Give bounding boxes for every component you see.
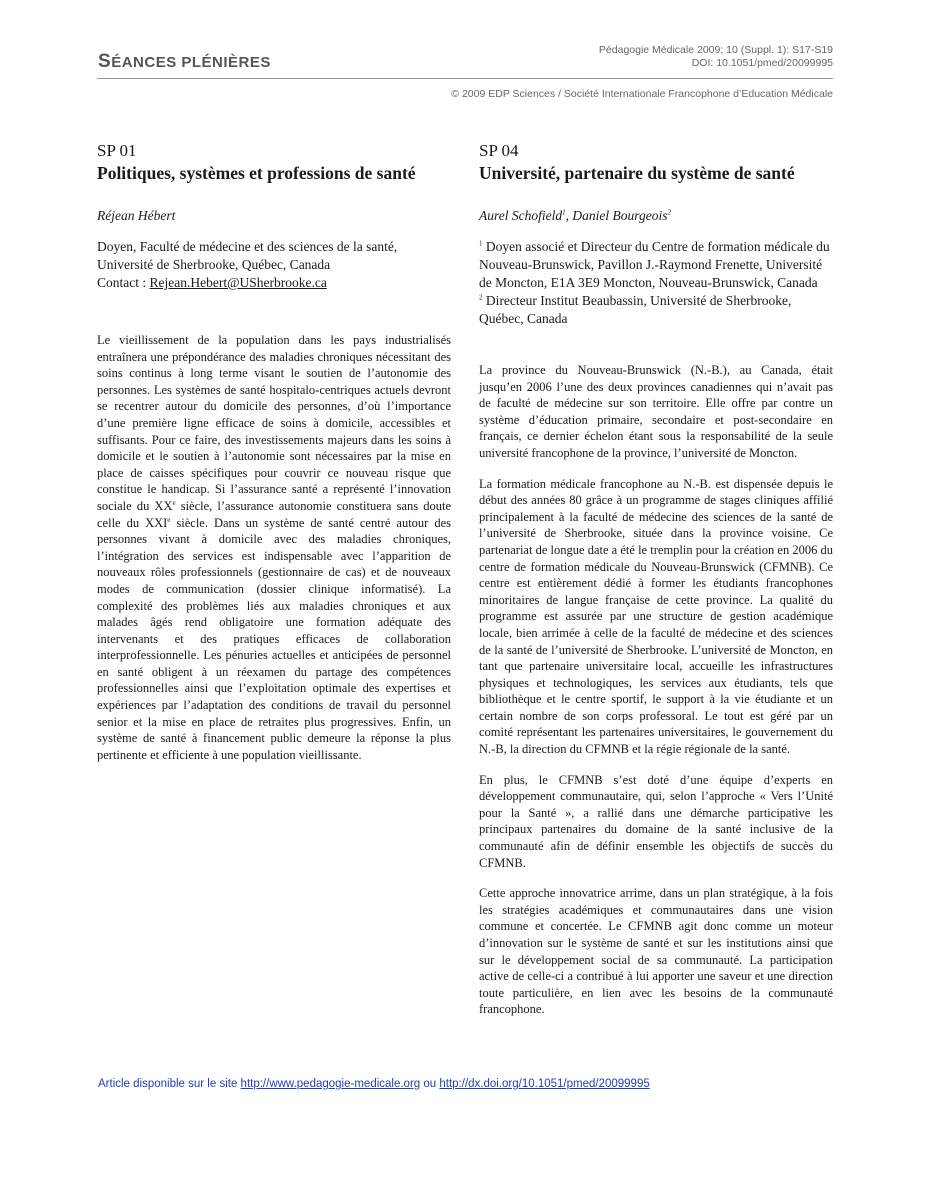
copyright: © 2009 EDP Sciences / Société Internationale Francophone d’Education Médicale bbox=[451, 88, 833, 100]
section-heading-initial: S bbox=[98, 51, 112, 72]
affiliation-line: Université de Sherbrooke, Québec, Canada bbox=[97, 257, 331, 272]
superscript: e bbox=[167, 515, 171, 524]
article-code: SP 01 bbox=[97, 141, 137, 160]
footer-availability: Article disponible sur le site http://www.pedagogie-medicale.org ou http://dx.doi.org/10.1051/pmed/20099995 bbox=[98, 1078, 650, 1090]
header-rule bbox=[97, 78, 833, 79]
journal-meta bbox=[599, 44, 833, 70]
article-body bbox=[97, 332, 451, 763]
superscript: e bbox=[172, 498, 176, 507]
doi-link[interactable]: http://dx.doi.org/10.1051/pmed/20099995 bbox=[439, 1078, 650, 1090]
journal-site-link[interactable]: http://www.pedagogie-medicale.org bbox=[240, 1078, 421, 1090]
section-heading-rest: ÉANCES PLÉNIÈRES bbox=[111, 54, 271, 71]
article-affiliations bbox=[479, 238, 833, 328]
article-body bbox=[479, 362, 833, 1018]
article-affiliation bbox=[97, 238, 451, 292]
body-paragraph: En plus, le CFMNB s’est doté d’une équipe d’experts en développement communautaire, qui, selon l’approche « Vers l’Unité pour la Santé », a rallié dans une démarche participative les principaux partenaires du domaine de la santé inclusive de la communauté afin de définir ensemble les objectifs de succès du CFMNB. bbox=[479, 772, 833, 870]
body-paragraph: Le vieillissement de la population dans les pays industrialisés entraînera une prépondérance des maladies chroniques nécessitant des soins continus à long terme visant le soutien de l’autonomie des personnes. Les systèmes de santé hospitalo-centriques actuels devront se recentrer autour du domicile des personnes, d’où l’importance d’une première ligne efficace de soins à domicile, accessibles et suffisants. Pour ce faire, des investissements majeurs dans les soins à domicile et le soutien à l’autonomie sont nécessaires par la mise en place de caisses spécifiques pour couvrir ce nouveau risque que constitue le handicap. Si l’assurance santé a représenté l’innovation sociale du XXe siècle, l’assurance autonomie constituera sans doute celle du XXIe siècle. Dans un système de santé centré autour des personnes vivant à domicile avec des maladies chroniques, l’intégration des services est indispensable avec l’apparition de nouveaux rôles professionnels (gestionnaire de cas) et de nouveaux modes de communication (dossier clinique informatisé). La complexité des problèmes liés aux maladies chroniques et aux malades âgés rend obligatoire une formation adéquate des intervenants et des pratiques efficaces de collaboration interprofessionnelle. Les pénuries actuelles et anticipées de personnel en santé obligent à un réexamen du partage des compétences professionnelles ainsi que l’exploitation optimale des expertises et expériences par l’adaptation des conditions de travail du personnel senior et la mise en place de retraites plus progressives. Enfin, un système de santé à financement public demeure la réponse la plus pertinente et efficiente à une population vieillissante. bbox=[97, 333, 452, 762]
body-paragraph: La formation médicale francophone au N.-B. est dispensée depuis le début des années 80 grâce à un programme de stages cliniques affilié principalement à la faculté de médecine des sciences de la santé de l’université de Sherbrooke, située dans la province voisine. Ce partenariat de longue date a été le tremplin pour la création en 2006 du centre de formation médicale du Nouveau-Brunswick (CFMNB). Ce centre est entièrement dédié à former les étudiants francophones minoritaires de langue française de cette province. La qualité du programme est assurée par une structure de gestion académique locale, bien arrimée à celle de la faculté de médecine et des sciences de la santé de l’université de Sherbrooke. L’université de Moncton, en tant que partenaire universitaire local, accueille les infrastructures physiques et technologiques, les services aux étudiants, tels que bibliothèque et le centre sportif, le support à la vie étudiante et un certain nombre de son corps professoral. Le tout est géré par un comité représentant les partenaires universitaires, le gouvernement du N.-B, la direction du CFMNB et la régie régionale de la santé. bbox=[479, 476, 833, 757]
article-title: Université, partenaire du système de santé bbox=[479, 163, 795, 183]
journal-citation: Pédagogie Médicale 2009; 10 (Suppl. 1): S17-S19 bbox=[598, 44, 833, 56]
body-paragraph: Cette approche innovatrice arrime, dans un plan stratégique, à la fois les stratégies académiques et communautaires dans une vision commune et concertée. Le CFMNB agit donc comme un moteur d’innovation sur le système de santé et sur les institutions ainsi que sur le développement social de sa communauté. La participation active de celle-ci a contribué à lui apporter une saveur et une direction toute particulière, en lien avec les besoins de la communauté francophone. bbox=[479, 886, 833, 1017]
affiliation-line: $^1$ Doyen associé et Directeur du Centre de formation médicale du Nouveau-Brunswick, Pavillon J.-Raymond Frenette, Université de Moncton, E1A 3E9 Moncton, Nouveau-Brunswick, Canada bbox=[479, 239, 830, 290]
affiliation-line: Doyen, Faculté de médecine et des sciences de la santé, bbox=[97, 239, 398, 254]
article-sp04 bbox=[479, 140, 833, 1032]
contact-line bbox=[97, 274, 451, 292]
affiliation-line: $^2$ Directeur Institut Beaubassin, Université de Sherbrooke, Québec, Canada bbox=[479, 293, 792, 326]
article-title: Politiques, systèmes et professions de santé bbox=[97, 163, 416, 183]
article-author: Réjean Hébert bbox=[97, 208, 176, 223]
body-paragraph: La province du Nouveau-Brunswick (N.-B.), au Canada, était jusqu’en 2006 l’une des deux provinces canadiennes qui n’avait pas de faculté de médecine sur son territoire. Elle offre par contre un système d’éducation primaire, secondaire et post-secondaire en français, ce dernier échelon étant sous la responsabilité de la seule université francophone de la province, l’université de Moncton. bbox=[479, 363, 833, 460]
article-sp01 bbox=[97, 140, 451, 777]
journal-doi: DOI: 10.1051/pmed/20099995 bbox=[691, 57, 833, 69]
article-code: SP 04 bbox=[479, 141, 519, 160]
article-authors: Aurel Schofield$^1$, Daniel Bourgeois$^2$ bbox=[479, 208, 671, 223]
contact-email-link[interactable]: Rejean.Hebert@USherbrooke.ca bbox=[149, 275, 327, 290]
section-heading bbox=[98, 51, 271, 73]
contact-label: Contact : bbox=[97, 275, 147, 290]
